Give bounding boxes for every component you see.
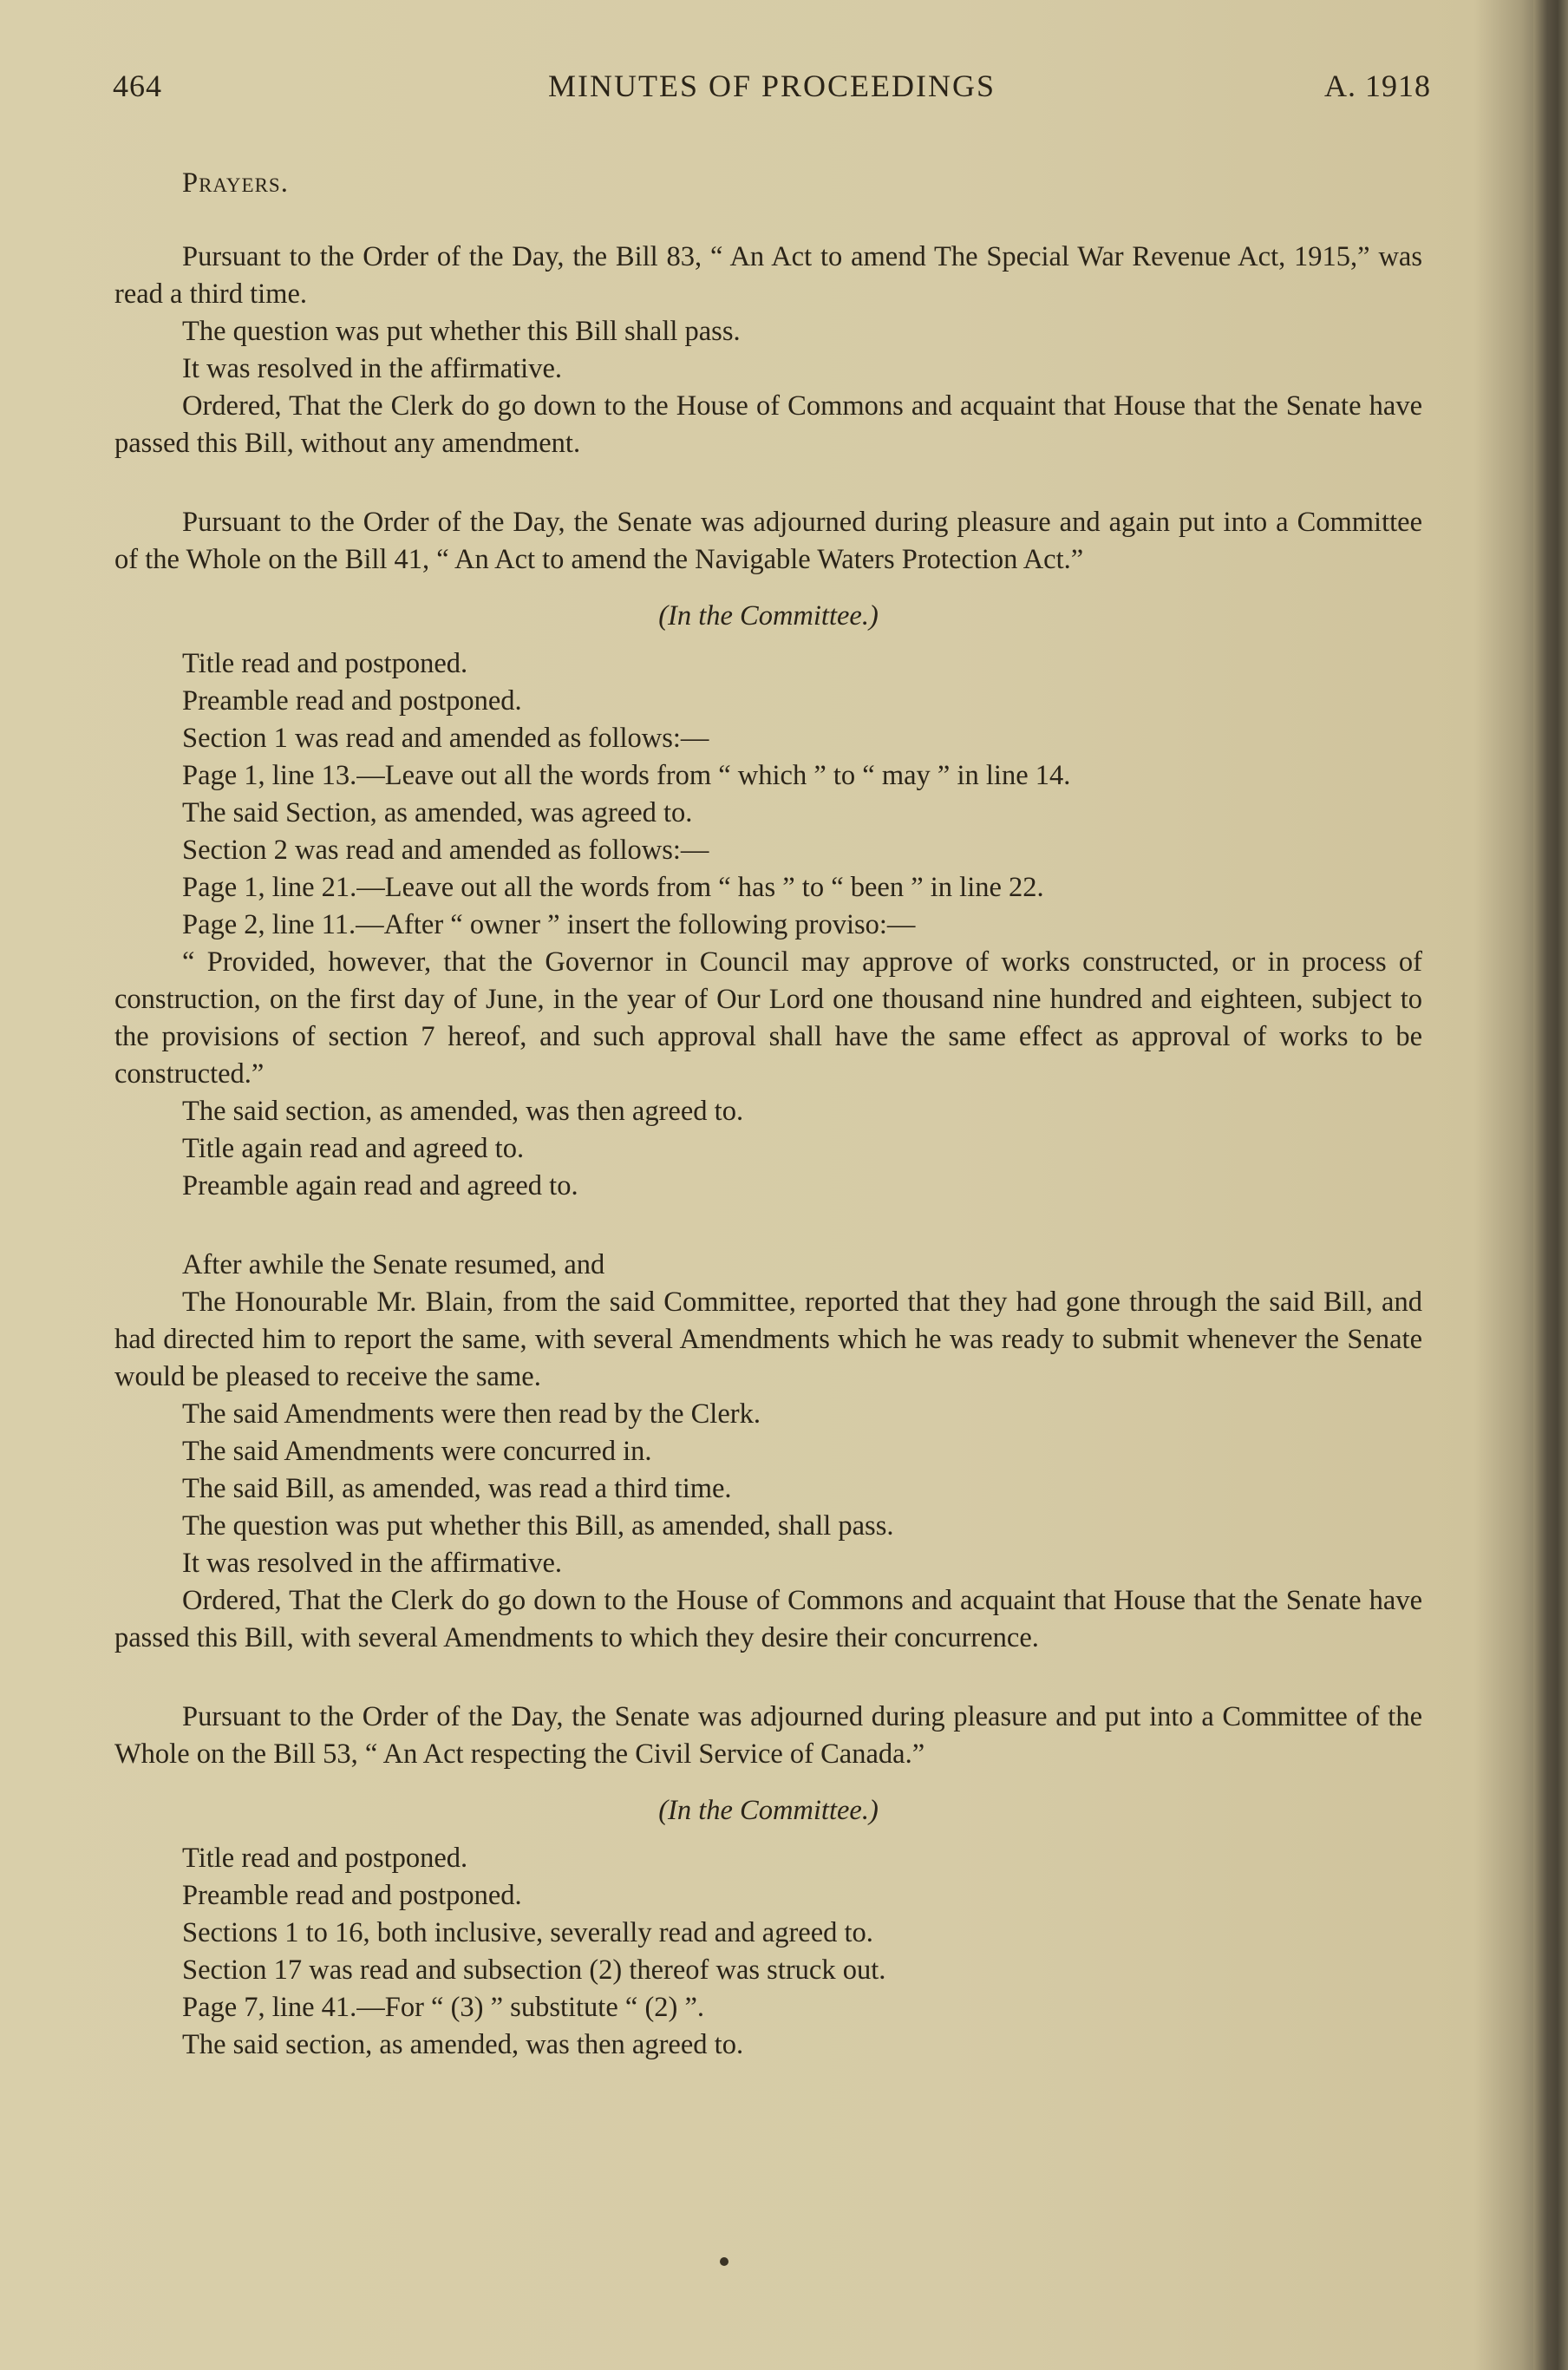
paragraph: Page 1, line 13.—Leave out all the words from “ which ” to “ may ” in line 14.: [182, 760, 1071, 791]
paragraph: Section 1 was read and amended as follows:—: [182, 723, 709, 754]
paragraph: Title again read and agreed to.: [182, 1133, 525, 1164]
paragraph: The Honourable Mr. Blain, from the said Committee, reported that they had gone through the said Bill, and had directed him to report the same, with several Amendments which he was ready to submit whenever the Senate would be pleased to receive the same.: [114, 1286, 1422, 1392]
paragraph: After awhile the Senate resumed, and: [182, 1249, 605, 1280]
paragraph: Ordered, That the Clerk do go down to the House of Commons and acquaint that House that the Senate have passed this Bill, without any amendment.: [114, 390, 1422, 459]
page-body: [114, 165, 1422, 2064]
paragraph: Sections 1 to 16, both inclusive, severally read and agreed to.: [182, 1917, 873, 1948]
prayers-heading: Prayers.: [182, 167, 289, 199]
paragraph: Preamble read and postponed.: [182, 1880, 522, 1911]
paragraph: Section 17 was read and subsection (2) thereof was struck out.: [182, 1954, 886, 1986]
paragraph: Page 1, line 21.—Leave out all the words from “ has ” to “ been ” in line 22.: [182, 872, 1044, 903]
committee-heading: (In the Committee.): [658, 600, 879, 632]
paragraph: The said section, as amended, was then agreed to.: [182, 2029, 744, 2060]
paragraph: Page 2, line 11.—After “ owner ” insert the following proviso:—: [182, 909, 916, 940]
minutes-text: [114, 239, 1422, 2064]
paragraph: The question was put whether this Bill, as amended, shall pass.: [182, 1510, 894, 1542]
paragraph: Pursuant to the Order of the Day, the Senate was adjourned during pleasure and again put into a Committee of the Whole on the Bill 41, “ An Act to amend the Navigable Waters Protection Act.”: [114, 507, 1422, 575]
paragraph: Pursuant to the Order of the Day, the Bill 83, “ An Act to amend The Special War Revenue Act, 1915,” was read a third time.: [114, 241, 1422, 310]
paragraph: It was resolved in the affirmative.: [182, 1548, 563, 1579]
session-year: A. 1918: [1324, 69, 1431, 103]
paragraph: The said Section, as amended, was agreed to.: [182, 797, 693, 828]
paragraph: Section 2 was read and amended as follows:—: [182, 835, 709, 866]
book-spine-edge: [1533, 0, 1568, 2370]
paragraph: Preamble again read and agreed to.: [182, 1170, 578, 1201]
footer-mark: [720, 2257, 728, 2266]
committee-heading: (In the Committee.): [658, 1795, 879, 1826]
paragraph: Title read and postponed.: [182, 1843, 468, 1874]
paragraph: “ Provided, however, that the Governor in Council may approve of works constructed, or in process of construction, on the first day of June, in the year of Our Lord one thousand nine hundred and eighteen, subject to the provisions of section 7 hereof, and such approval shall have the same effect as approval of works to be constructed.”: [114, 946, 1422, 1090]
running-title: MINUTES OF PROCEEDINGS: [547, 69, 996, 103]
paragraph: The question was put whether this Bill shall pass.: [182, 316, 741, 347]
paragraph: The said Bill, as amended, was read a third time.: [182, 1473, 732, 1504]
paragraph: Title read and postponed.: [182, 648, 468, 679]
paragraph: It was resolved in the affirmative.: [182, 353, 563, 384]
paragraph: Preamble read and postponed.: [182, 685, 522, 717]
paragraph: The said section, as amended, was then agreed to.: [182, 1096, 744, 1127]
page-number: 464: [113, 69, 162, 103]
paragraph: Pursuant to the Order of the Day, the Senate was adjourned during pleasure and put into a Committee of the Whole on the Bill 53, “ An Act respecting the Civil Service of Canada.”: [114, 1701, 1422, 1770]
paragraph: The said Amendments were concurred in.: [182, 1436, 652, 1467]
paragraph: The said Amendments were then read by the Clerk.: [182, 1398, 761, 1430]
paragraph: Ordered, That the Clerk do go down to the House of Commons and acquaint that House that the Senate have passed this Bill, with several Amendments to which they desire their concurrence.: [114, 1585, 1422, 1653]
paragraph: Page 7, line 41.—For “ (3) ” substitute “ (2) ”.: [182, 1992, 705, 2023]
page-header: [113, 68, 1431, 111]
